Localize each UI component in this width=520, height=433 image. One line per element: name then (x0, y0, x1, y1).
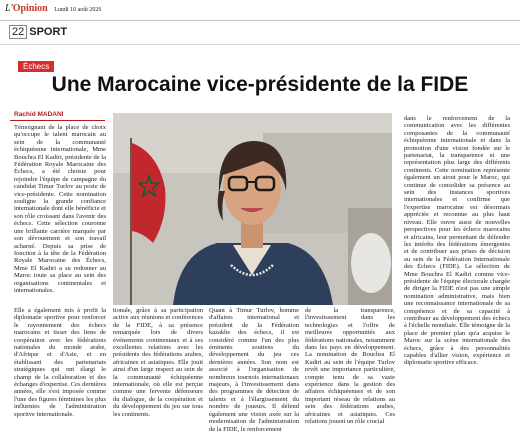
article-body-middle-2: Quant à Timur Turlov, homme d'affaires international et président de la Fédération kazakhe des échecs, il est considéré comme l'un des plus éminents soutiens du développement du jeu ces dernières années. Son nom est associé à l'organisation de nombreux tournois internationaux majeurs, à l'investissement dans des programmes de détection de talents et à l'élargissement du nombre de joueurs. Il défend également une vision axée sur la modernisation de l'administration de la FIDE, le renforcement (209, 307, 299, 433)
article-body-right: dans le renforcement de la communication avec les différentes composantes de la communauté échiquéenne internationale et dans la promotion d'une vision fondée sur le partenariat, la transparence et une représentation plus large des différents continents. Cette nomination représente également un atout pour le Maroc, qui continue de consolider sa présence au sein des instances sportives internationales et confirme que l'expertise marocaine est désormais appréciée et reconnue au plus haut niveau. Elle ouvre aussi de nouvelles perspectives pour les échecs marocains et africains, leur permettant de défendre les intérêts des fédérations émergentes et de contribuer aux prises de décision au sein de la Fédération Internationale des Échecs (FIDE). La sélection de Mme Bouchra El Kadiri comme vice-présidente de l'équipe électorale chargée de diriger la FIDE n'est pas une simple nomination administrative, mais bien une reconnaissance internationale de sa compétence et de sa capacité à contribuer au développement des échecs à l'échelle mondiale. Elle témoigne de la place de premier plan qu'a acquise le Maroc sur la scène internationale des échecs, grâce à des personnalités capables d'allier vision, expérience et diplomatie sportive efficace. (404, 115, 510, 367)
article-body-middle-1: tionale, grâce à sa participation active aux réunions et conférences de la FIDE, à sa présence remarquée lors de divers événements continentaux et à ses excellentes relations avec les présidents des fédérations arabes, africaines et asiatiques. Elle jouit ainsi d'un large respect au sein de la communauté échiquéenne internationale, où elle est perçue comme une fervente défenseure du dialogue, de la coopération et du développement du jeu sur tous les continents. (113, 307, 203, 418)
article-headline: Une Marocaine vice-présidente de la FIDE (51, 73, 469, 96)
masthead-divider (0, 20, 520, 21)
article-body-left-upper: Témoignant de la place de choix qu'occupe le talent marocain au sein de la communauté échiquéenne internationale, Mme Bouchra El Kadiri, présidente de la Fédération Royale Marocaine des Échecs, a été choisie pour rejoindre l'équipe de campagne du candidat Timur Turlov au poste de vice-présidente. Cette nomination souligne la grande confiance internationale dont elle bénéficie et son rôle croissant dans l'avenir des échecs. Cette sélection couronne une brillante carrière marquée par son dévouement et son travail acharné. Depuis sa prise de fonction à la tête de la Fédération Royale Marocaine des Échecs, Mme El Kadiri a su redonner au Maroc toute sa place au sein des organisations continentales et internationales. (14, 124, 106, 294)
portrait-photo (113, 113, 392, 305)
newspaper-masthead (5, 3, 101, 14)
page-number: 22 (9, 25, 27, 39)
section-divider (0, 44, 520, 45)
author-byline: Rachid MADANI (14, 111, 64, 118)
masthead-prefix: L' (5, 3, 13, 14)
byline-underline (10, 120, 105, 121)
article-body-middle-3: de la transparence, l'investissement dans les technologies et l'offre de meilleures opportunités aux fédérations nationales, notamment dans les pays en développement. La nomination de Bouchra El Kadiri au sein de l'équipe Turlov revêt une importance particulière, compte tenu de sa vaste expérience dans la gestion des affaires échiquéennes et de son important réseau de relations au sein des fédérations arabes, africaines et asiatiques. Ces relations jouent un rôle crucial (305, 307, 395, 426)
portrait-illustration (113, 113, 392, 305)
category-badge: Échecs (18, 61, 54, 72)
page-section-header (9, 25, 67, 39)
section-name: SPORT (29, 26, 68, 38)
article-body-left-lower: Elle a également mis à profit la diplomatie sportive pour renforcer le rayonnement des échecs marocains et tisser des liens de coopération avec les fédérations nationales du monde arabe, d'Afrique et d'Asie, et en établissant des partenariats stratégiques qui ont élargi le champ de la collaboration et des échanges d'expertise. Ces dernières années, elle s'est imposée comme l'une des figures féminines les plus influentes de l'administration sportive internationale. (14, 307, 106, 418)
issue-date: Lundi 10 août 2026 (54, 7, 102, 13)
masthead-name: Opinion (12, 3, 48, 14)
